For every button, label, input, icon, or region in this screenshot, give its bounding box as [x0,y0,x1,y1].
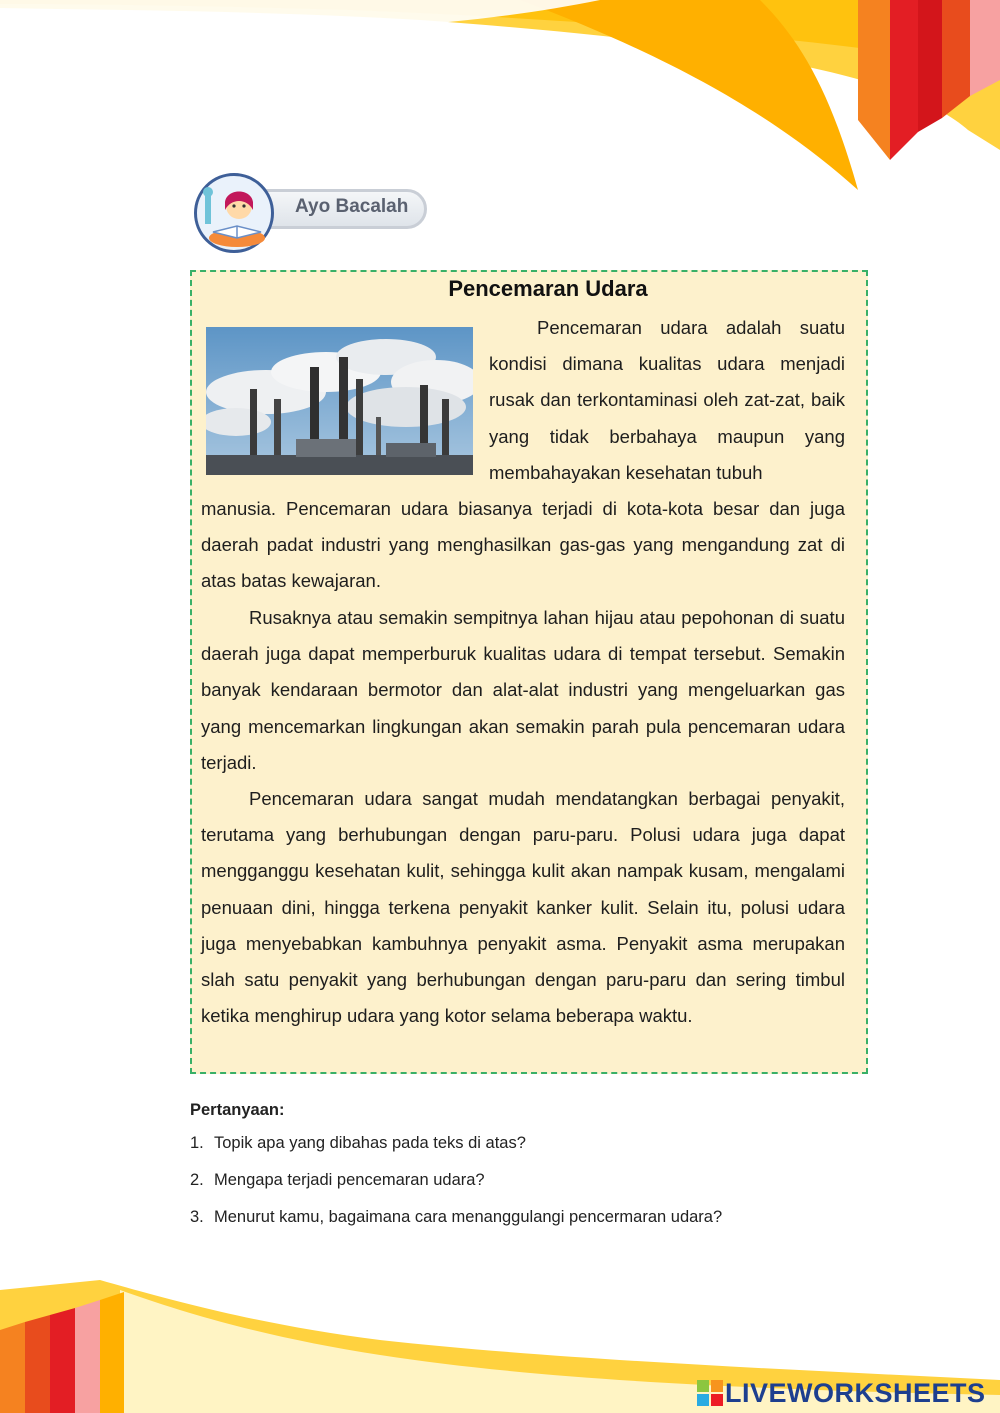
question-item [190,1134,890,1171]
paragraph-2: Rusaknya atau semakin sempitnya lahan hijau atau pepohonan di suatu daerah juga dapat memperburuk kualitas udara di tempat tersebut. Semakin banyak kendaraan bermotor dan alat-alat industri yang mengeluarkan gas yang mencemarkan lingkungan akan semakin parah pula pencemaran udara terjadi. [201,607,845,773]
paragraph-1-bottom: manusia. Pencemaran udara biasanya terjadi di kota-kota besar dan juga daerah padat industri yang menghasilkan gas-gas yang mengandung zat di atas batas kewajaran. [201,498,845,592]
liveworksheets-brand: LIVEWORKSHEETS [725,1377,986,1408]
paragraph-3: Pencemaran udara sangat mudah mendatangkan berbagai penyakit, terutama yang berhubungan dengan paru-paru. Polusi udara juga dapat mengganggu kesehatan kulit, sehingga kulit akan nampak kusam, mengalami penuaan dini, hingga terkena penyakit kanker kulit. Selain itu, polusi udara juga menyebabkan kambuhnya penyakit asma. Penyakit asma merupakan slah satu penyakit yang berhubungan dengan paru-paru dan sering timbul ketika menghirup udara yang kotor selama beberapa waktu. [201,788,845,1027]
question-item [190,1208,890,1245]
question-number: 1. [190,1134,204,1152]
questions-section [190,1101,890,1245]
question-number: 3. [190,1208,204,1226]
question-item [190,1171,890,1208]
child-reading-book-icon [194,173,274,253]
ayo-bacalah-badge [193,172,433,256]
liveworksheets-logo-icon [697,1380,723,1406]
factory-smokestacks-icon [206,327,473,475]
liveworksheets-logo[interactable] [697,1378,986,1408]
questions-heading: Pertanyaan: [190,1101,285,1119]
reading-title: Pencemaran Udara [448,276,648,301]
question-number: 2. [190,1171,204,1189]
question-text: Menurut kamu, bagaimana cara menanggulangi pencermaran udara? [214,1208,723,1226]
question-text: Mengapa terjadi pencemaran udara? [214,1171,485,1189]
question-text: Topik apa yang dibahas pada teks di atas? [214,1134,526,1152]
badge-label: Ayo Bacalah [295,196,409,217]
paragraph-1-top: Pencemaran udara adalah suatu kondisi dimana kualitas udara menjadi rusak dan terkontaminasi oleh zat-zat, baik yang tidak berbahaya maupun yang membahayakan kesehatan tubuh [489,317,845,483]
